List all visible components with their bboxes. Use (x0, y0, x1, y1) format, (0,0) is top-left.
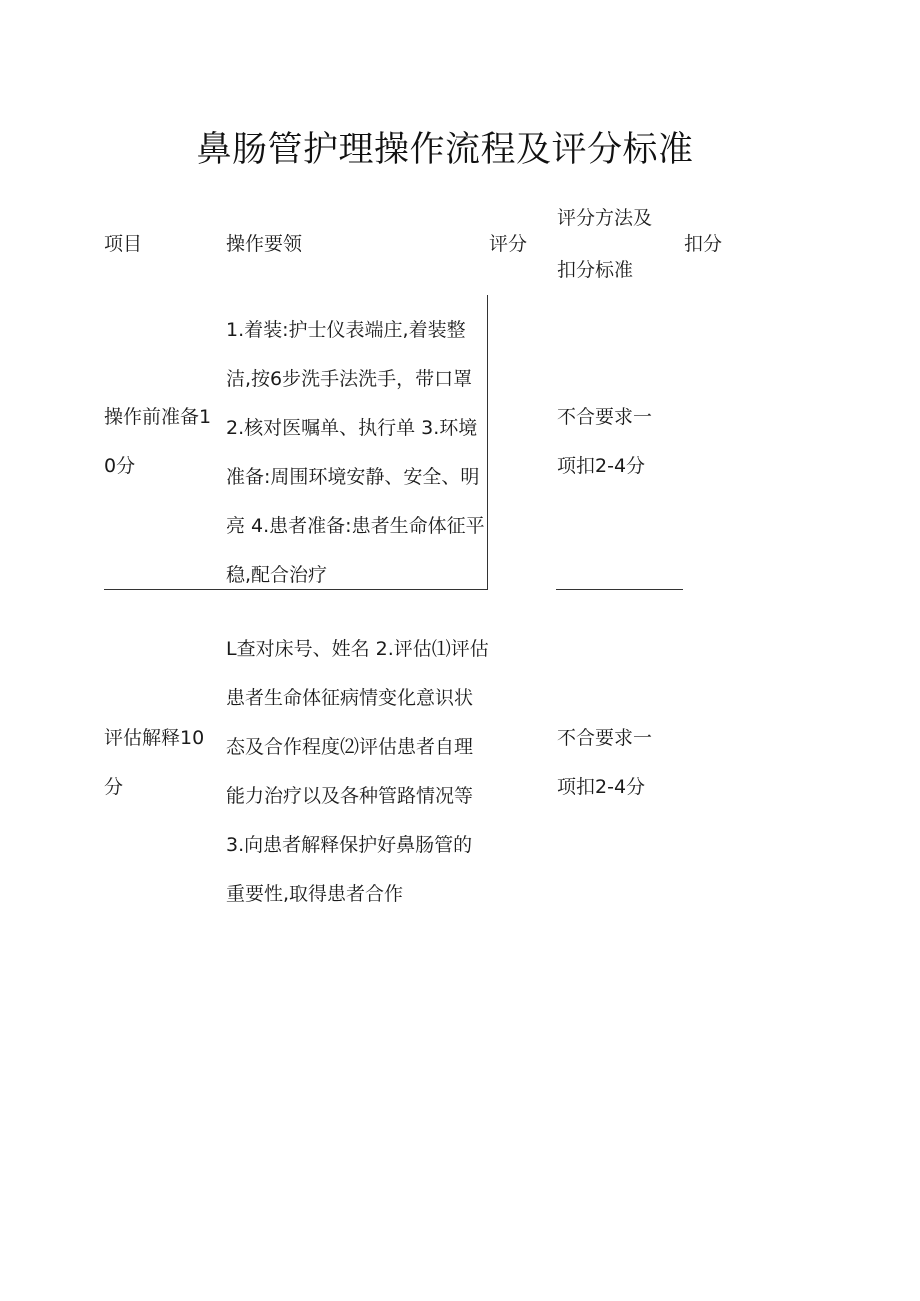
header-essentials: 操作要领 (226, 233, 303, 255)
header-deduction: 扣分 (684, 233, 723, 255)
row1-bottom-border (104, 589, 488, 590)
header-method: 评分方法及扣分标准 (557, 207, 653, 281)
header-score: 评分 (489, 233, 528, 255)
row2-method: 不合要求一项扣2-4分 (557, 727, 653, 798)
row1-item: 操作前准备10分 (104, 406, 212, 477)
row2-essentials: L查对床号、姓名 2.评估⑴评估患者生命体征病情变化意识状态及合作程度⑵评估患者自理能力治疗以及各种管路情况等 3.向患者解释保护好鼻肠管的重要性,取得患者合作 (226, 638, 489, 905)
page-title: 鼻肠管护理操作流程及评分标准 (196, 130, 694, 170)
header-item: 项目 (104, 233, 143, 255)
row1-method: 不合要求一项扣2-4分 (557, 406, 653, 477)
row1-essentials: 1.着装:护士仪表端庄,着装整洁,按6步洗手法洗手，带口罩 2.核对医嘱单、执行单 3.环境准备:周围环境安静、安全、明亮 4.患者准备:患者生命体征平稳,配合治疗 (226, 319, 485, 586)
row1-method-bottom-border (556, 589, 683, 590)
row1-right-border (487, 295, 488, 590)
row2-item: 评估解释10分 (104, 727, 205, 798)
